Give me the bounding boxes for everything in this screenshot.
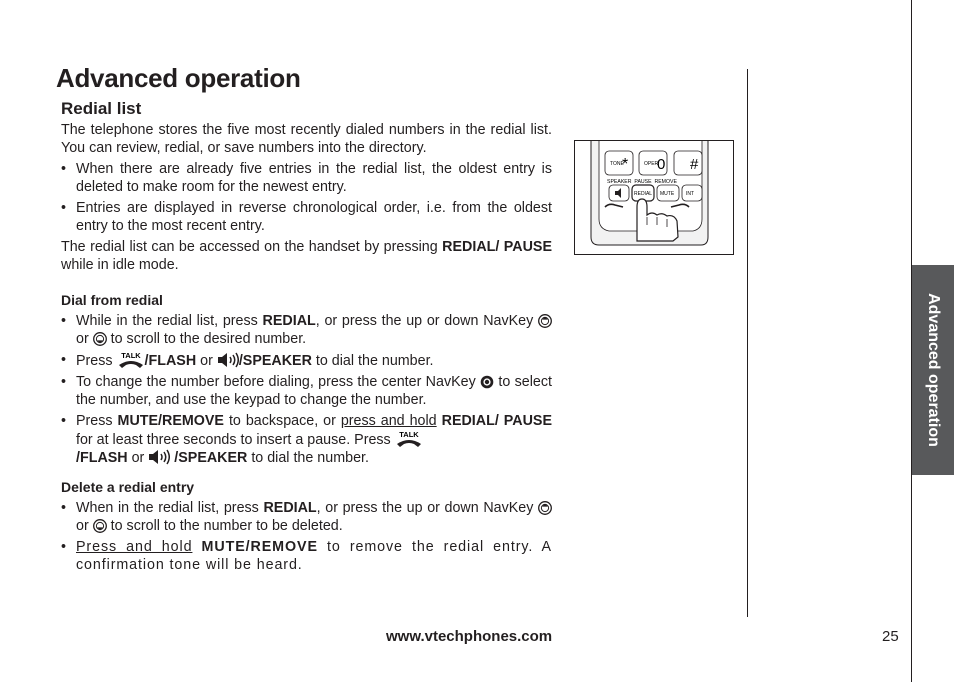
zero-key-label: 0 [657, 156, 666, 173]
intro-paragraph: The telephone stores the five most recently dialed numbers in the redial list. You can review, redial, or save numbers into the directory. [61, 122, 552, 156]
redial-key-label: REDIAL [634, 191, 653, 197]
subheading-delete-redial-entry: Delete a redial entry [61, 479, 195, 495]
speaker-icon [217, 352, 239, 368]
int-key-label: INT [686, 191, 695, 197]
talk-icon-label: TALK [120, 351, 141, 360]
navkey-down-icon [93, 332, 107, 346]
navkey-up-icon [538, 501, 552, 515]
hash-key-label: # [690, 156, 699, 173]
speaker-icon [148, 449, 170, 465]
tone-label: TONE [610, 161, 624, 167]
talk-icon-label: TALK [398, 430, 419, 439]
list-item: • Press TALK /FLASH or /SPEAKER to dial the number. [61, 351, 552, 370]
navkey-up-icon [538, 314, 552, 328]
oper-label: OPER [644, 161, 659, 167]
svg-text:*: * [622, 156, 629, 173]
subheading-dial-from-redial: Dial from redial [61, 292, 163, 308]
main-content [61, 121, 552, 574]
access-paragraph: The redial list can be accessed on the handset by pressing REDIAL/ PAUSE while in idle mode. [61, 239, 553, 273]
list-item: • When in the redial list, press REDIAL, or press the up or down NavKey or to scroll to the number to be deleted. [61, 499, 552, 535]
handset-keypad-illustration [574, 140, 734, 255]
list-item: • Press and hold MUTE/REMOVE to remove the redial entry. A confirmation tone will be heard. [61, 538, 552, 574]
list-item: • Press MUTE/REMOVE to backspace, or press and hold REDIAL/ PAUSE for at least three seconds to insert a pause. Press TALK /FLASH or /SPEAKER to dial the number. [61, 412, 552, 467]
navkey-center-icon [480, 375, 494, 389]
talk-icon [395, 430, 423, 447]
footer-url: www.vtechphones.com [386, 628, 553, 645]
page-title: Advanced operation [56, 63, 301, 93]
talk-icon [117, 351, 145, 368]
function-row-labels: SPEAKER PAUSE REMOVE [607, 179, 677, 185]
side-tab-label: Advanced operation [925, 293, 942, 447]
page-number: 25 [882, 628, 899, 645]
section-heading-redial-list: Redial list [61, 99, 142, 118]
navkey-down-icon [93, 519, 107, 533]
list-item: • To change the number before dialing, press the center NavKey to select the number, and use the keypad to change the number. [61, 373, 552, 409]
list-item: • When there are already five entries in the redial list, the oldest entry is deleted to make room for the newest entry. [61, 160, 552, 196]
list-item: • Entries are displayed in reverse chronological order, i.e. from the oldest entry to the most recent entry. [61, 199, 552, 235]
mute-key-label: MUTE [660, 191, 675, 197]
list-item: • While in the redial list, press REDIAL, or press the up or down NavKey or to scroll to the desired number. [61, 312, 552, 348]
section-side-tab [912, 265, 954, 475]
column-divider [747, 69, 748, 617]
